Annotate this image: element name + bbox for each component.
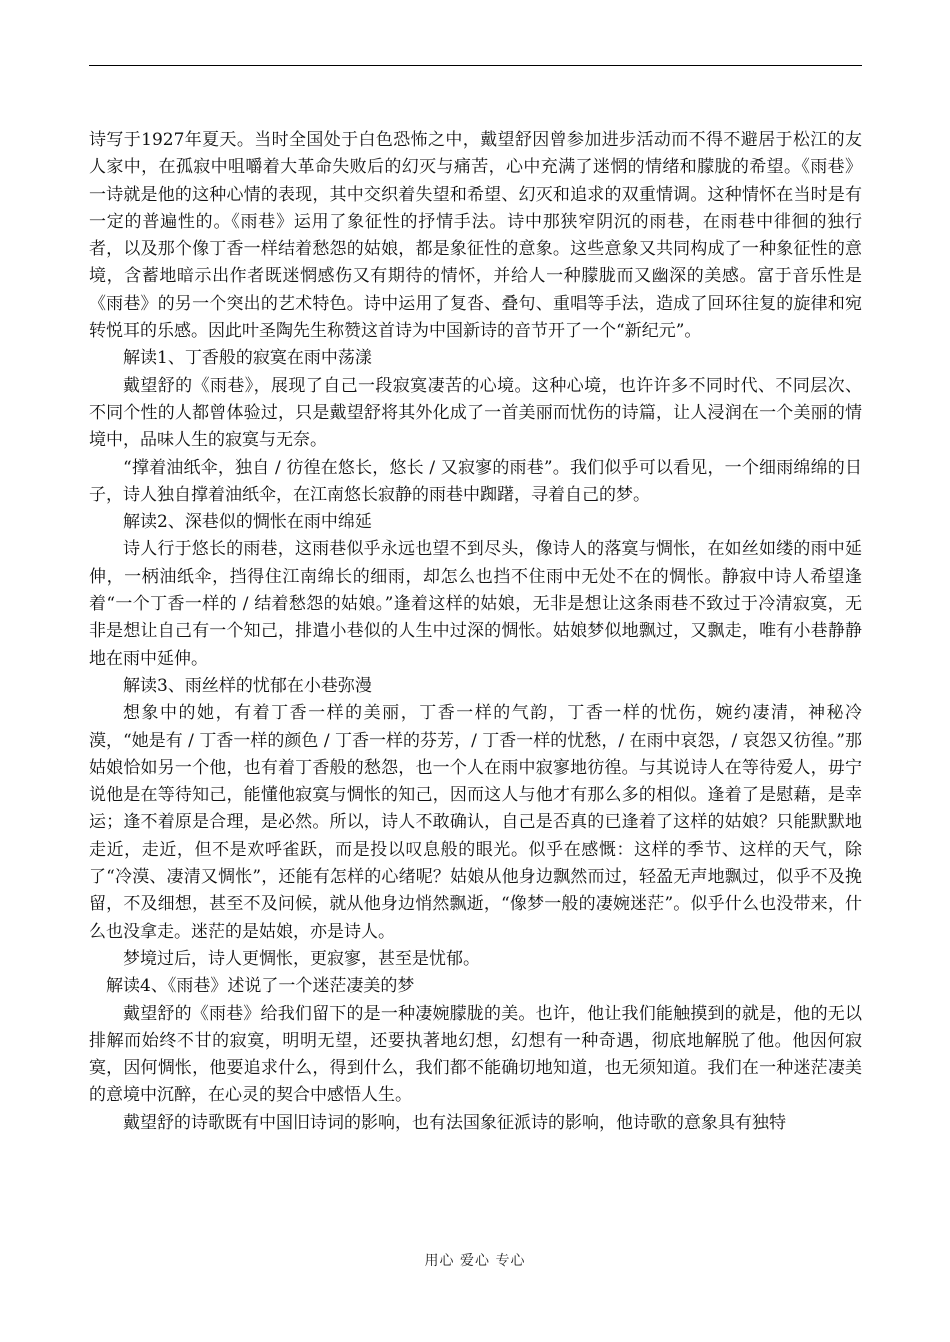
body-paragraph: 戴望舒的《雨巷》给我们留下的是一种凄婉朦胧的美。也许，他让我们能触摸到的就是，他的无以排解而始终不甘的寂寞，明明无望，还要执著地幻想，幻想有一种奇遇，彻底地解脱了他。他因何寂寞，因何惆怅，他要追求什么，得到什么，我们都不能确切地知道，也无须知道。我们在一种迷茫凄美的意境中沉醉，在心灵的契合中感悟人生。 — [89, 1003, 862, 1106]
section-heading-4: 解读4、《雨巷》述说了一个迷茫凄美的梦 — [106, 976, 415, 997]
body-paragraph: 梦境过后，诗人更惆怅，更寂寥，甚至是忧郁。 — [123, 948, 480, 969]
body-paragraph: “撑着油纸伞，独自 / 彷徨在悠长，悠长 / 又寂寥的雨巷”。我们似乎可以看见，一个细雨绵绵的日子，诗人独自撑着油纸伞，在江南悠长寂静的雨巷中踟躇，寻着自己的梦。 — [89, 457, 862, 505]
body-paragraph: 戴望舒的诗歌既有中国旧诗词的影响，也有法国象征派诗的影响，他诗歌的意象具有独特 — [123, 1112, 786, 1133]
page-footer: 用心 爱心 专心 — [424, 1253, 526, 1269]
body-paragraph: 诗人行于悠长的雨巷，这雨巷似乎永远也望不到尽头，像诗人的落寞与惆怅，在如丝如缕的雨中延伸，一柄油纸伞，挡得住江南绵长的细雨，却怎么也挡不住雨中无处不在的惆怅。静寂中诗人希望逢着“一个丁香一样的 / 结着愁怨的姑娘。”逢着这样的姑娘，无非是想让这条雨巷不致过于冷清寂寞，无非是想让自己有一个知己，排遣小巷似的人生中过深的惆怅。姑娘梦似地飘过，又飘走，唯有小巷静静地在雨中延伸。 — [89, 539, 862, 669]
section-heading-2: 解读2、深巷似的惆怅在雨中绵延 — [123, 512, 372, 533]
document-body — [89, 127, 862, 1137]
header-rule — [89, 65, 862, 66]
body-paragraph: 戴望舒的《雨巷》，展现了自己一段寂寞凄苦的心境。这种心境，也许许多不同时代、不同层次、不同个性的人都曾体验过，只是戴望舒将其外化成了一首美丽而忧伤的诗篇，让人浸润在一个美丽的情境中，品味人生的寂寞与无奈。 — [89, 375, 862, 451]
section-heading-1: 解读1、丁香般的寂寞在雨中荡漾 — [123, 348, 372, 369]
section-heading-3: 解读3、雨丝样的忧郁在小巷弥漫 — [123, 675, 372, 696]
body-paragraph: 想象中的她，有着丁香一样的美丽，丁香一样的气韵，丁香一样的忧伤，婉约凄清，神秘冷漠，“她是有 / 丁香一样的颜色 / 丁香一样的芬芳，/ 丁香一样的忧愁，/ 在雨中哀怨，/ 哀怨又彷徨。”那姑娘恰如另一个他，也有着丁香般的愁怨，也一个人在雨中寂寥地彷徨。与其说诗人在等待爱人，毋宁说他是在等待知己，能懂他寂寞与惆怅的知己，因而这人与他才有那么多的相似。逢着了是慰藉，是幸运；逢不着原是合理，是必然。所以，诗人不敢确认，自己是否真的已逢着了这样的姑娘？只能默默地走近，走近，但不是欢呼雀跃，而是投以叹息般的眼光。似乎在感慨：这样的季节、这样的天气，除了“冷漠、凄清又惆怅”，还能有怎样的心绪呢？姑娘从他身边飘然而过，轻盈无声地飘过，似乎不及挽留，不及细想，甚至不及问候，就从他身边悄然飘逝，“像梦一般的凄婉迷茫”。似乎什么也没带来，什么也没拿走。迷茫的是姑娘，亦是诗人。 — [89, 703, 862, 942]
intro-paragraph: 诗写于1927年夏天。当时全国处于白色恐怖之中，戴望舒因曾参加进步活动而不得不避居于松江的友人家中，在孤寂中咀嚼着大革命失败后的幻灭与痛苦，心中充满了迷惘的情绪和朦胧的希望。《雨巷》一诗就是他的这种心情的表现，其中交织着失望和希望、幻灭和追求的双重情调。这种情怀在当时是有一定的普遍性的。《雨巷》运用了象征性的抒情手法。诗中那狭窄阴沉的雨巷，在雨巷中徘徊的独行者，以及那个像丁香一样结着愁怨的姑娘，都是象征性的意象。这些意象又共同构成了一种象征性的意境，含蓄地暗示出作者既迷惘感伤又有期待的情怀，并给人一种朦胧而又幽深的美感。富于音乐性是《雨巷》的另一个突出的艺术特色。诗中运用了复沓、叠句、重唱等手法，造成了回环往复的旋律和宛转悦耳的乐感。因此叶圣陶先生称赞这首诗为中国新诗的音节开了一个“新纪元”。 — [89, 130, 862, 342]
